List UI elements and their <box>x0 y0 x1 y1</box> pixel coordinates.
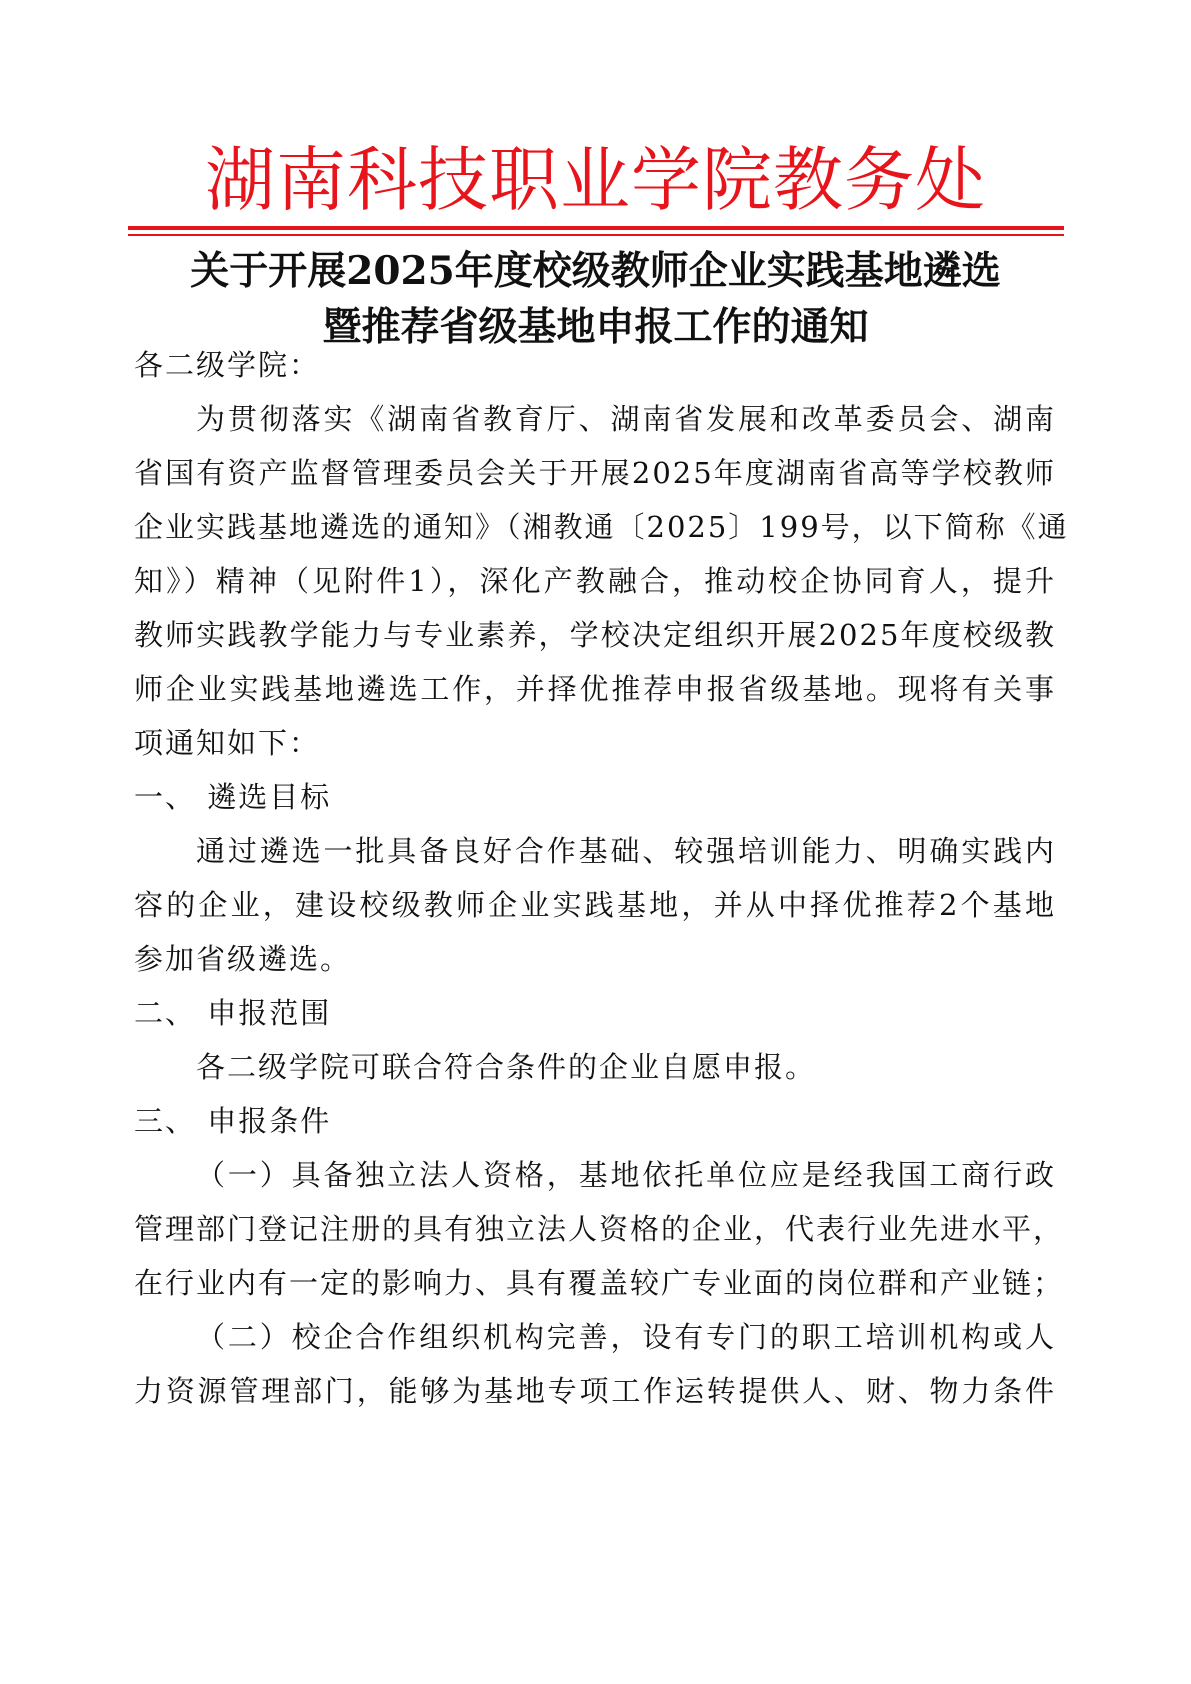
section-1-heading: 一、 遴选目标 <box>134 780 332 814</box>
intro-line: 为贯彻落实《湖南省教育厅、湖南省发展和改革委员会、湖南 <box>196 402 1056 436</box>
intro-line: 知》）精神（见附件1），深化产教融合，推动校企协同育人，提升 <box>134 564 1056 598</box>
intro-line: 企业实践基地遴选的通知》（湘教通〔2025〕199号，以下简称《通 <box>134 510 1069 544</box>
intro-line: 师企业实践基地遴选工作，并择优推荐申报省级基地。现将有关事 <box>134 672 1056 706</box>
intro-line: 项通知如下： <box>134 726 321 760</box>
salutation: 各二级学院： <box>134 348 321 382</box>
header-rule-thick <box>128 226 1064 230</box>
document-title-line-1: 关于开展2025年度校级教师企业实践基地遴选 <box>190 248 1001 294</box>
intro-line: 教师实践教学能力与专业素养，学校决定组织开展2025年度校级教 <box>134 618 1056 652</box>
section-3-heading: 三、 申报条件 <box>134 1104 332 1138</box>
section-3-item-1-line: 管理部门登记注册的具有独立法人资格的企业，代表行业先进水平， <box>134 1212 1065 1246</box>
document-title-line-2: 暨推荐省级基地申报工作的通知 <box>322 304 869 350</box>
section-2-body: 各二级学院可联合符合条件的企业自愿申报。 <box>196 1050 817 1084</box>
section-1-line: 参加省级遴选。 <box>134 942 352 976</box>
institution-header: 湖南科技职业学院教务处 <box>205 139 986 221</box>
section-3-item-1-line: （一）具备独立法人资格，基地依托单位应是经我国工商行政 <box>196 1158 1056 1192</box>
section-2-heading: 二、 申报范围 <box>134 996 332 1030</box>
header-rule-thin <box>128 234 1064 236</box>
section-3-item-1-line: 在行业内有一定的影响力、具有覆盖较广专业面的岗位群和产业链； <box>134 1266 1065 1300</box>
section-1-line: 容的企业，建设校级教师企业实践基地，并从中择优推荐2个基地 <box>134 888 1056 922</box>
section-3-item-2-line: 力资源管理部门，能够为基地专项工作运转提供人、财、物力条件 <box>134 1374 1056 1408</box>
section-3-item-2-line: （二）校企合作组织机构完善，设有专门的职工培训机构或人 <box>196 1320 1056 1354</box>
intro-line: 省国有资产监督管理委员会关于开展2025年度湖南省高等学校教师 <box>134 456 1056 490</box>
section-1-line: 通过遴选一批具备良好合作基础、较强培训能力、明确实践内 <box>196 834 1056 868</box>
